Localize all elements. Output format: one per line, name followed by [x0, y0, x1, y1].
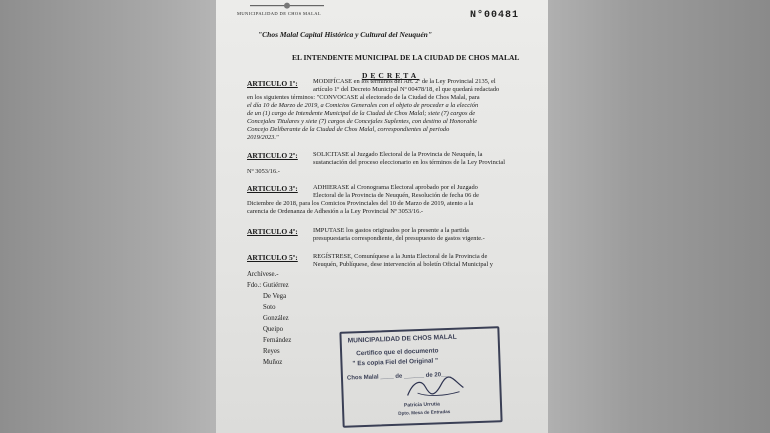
signer-name: Gutiérrez: [263, 282, 289, 289]
article-1-line: de un (1) cargo de Intendente Municipal de la Ciudad de Chos Malal; siete (7) cargos de: [247, 110, 476, 117]
stamp-line: Patricia Urrutia: [403, 401, 440, 409]
background-right: [540, 0, 770, 433]
signer-name: Fernández: [263, 337, 292, 344]
article-5-line: Neuquén, Publíquese, dese intervención al boletín Oficial Municipal y: [313, 261, 493, 268]
article-3-line: carencia de Ordenanza de Adhesión a la Ley Provincial Nº 3053/16.-: [247, 208, 424, 215]
article-5-label: ARTICULO 5º:: [247, 253, 298, 262]
article-1-line: Concejales Titulares y siete (7) cargos de Concejales Suplentes, con destino al Honorable: [247, 118, 478, 125]
article-1-line: 2019/2023.": [247, 134, 279, 141]
stamp-line: " Es copia Fiel del Original ": [352, 357, 439, 368]
article-1-label: ARTICULO 1º:: [247, 79, 298, 88]
article-3-label: ARTICULO 3º:: [247, 184, 298, 193]
article-2-line: Nº 3053/16.-: [247, 168, 280, 175]
article-1-line: en los siguientes términos: "CONVOCASE al electorado de la Ciudad de Chos Malal, para: [247, 94, 480, 101]
signer-name: De Vega: [263, 293, 287, 300]
signer-name: Muñoz: [263, 359, 283, 366]
signer-name: Soto: [263, 304, 276, 311]
municipal-logo-icon: [250, 2, 324, 10]
article-1-line: el día 10 de Marzo de 2019, a Comicios Generales con el objeto de proceder a la elección: [247, 102, 479, 109]
archive-text: Archívese.-: [247, 271, 279, 278]
article-3-line: ADHIERASE al Cronograma Electoral aprobado por el Juzgado: [313, 184, 478, 191]
article-4-line: IMPUTASE los gastos originados por la presente a la partida: [313, 227, 469, 234]
article-3-line: Diciembre de 2018, para los Comicios Provinciales del 10 de Marzo de 2019, atento a la: [247, 200, 474, 207]
article-2-label: ARTICULO 2º:: [247, 151, 298, 160]
motto: "Chos Malal Capital Histórica y Cultural del Neuquén": [258, 30, 432, 39]
article-1-line: Concejo Deliberante de la Ciudad de Chos Malal, correspondientes al periodo: [247, 126, 450, 133]
signer-name: Queipo: [263, 326, 284, 333]
stamp-line: Dpto. Mesa de Entradas: [398, 409, 451, 416]
page-title: EL INTENDENTE MUNICIPAL DE LA CIUDAD DE CHOS MALAL: [292, 53, 520, 62]
stamp-line: MUNICIPALIDAD DE CHOS MALAL: [347, 333, 457, 345]
fdo-label: Fdo.:: [247, 282, 262, 289]
article-3-line: Electoral de la Provincia de Neuquén, Resolución de fecha 06 de: [313, 192, 479, 199]
article-2-line: sustanciación del proceso eleccionario en los términos de la Ley Provincial: [313, 159, 506, 166]
signer-name: González: [263, 315, 289, 322]
stamp-line: Chos Malal ____ de ______ de 20___: [346, 371, 452, 382]
article-1-line: artículo 1º del Decreto Municipal Nº 00478/18, el que quedará redactado: [313, 86, 500, 93]
certification-stamp: [339, 326, 502, 428]
article-1-line: MODIFÍCASE en los términos del Art. 2º de la Ley Provincial 2135, el: [313, 78, 496, 85]
decreta-heading: DECRETA: [362, 71, 420, 80]
header-org-name: MUNICIPALIDAD DE CHOS MALAL: [237, 11, 322, 16]
signer-name: Reyes: [263, 348, 280, 355]
stamp-line: Certifico que el documento: [356, 347, 439, 358]
article-4-line: presupuestaria correspondiente, del presupuesto de gastos vigente.-: [313, 235, 485, 242]
article-5-line: REGÍSTRESE, Comuníquese a la Junta Electoral de la Provincia de: [313, 253, 488, 260]
background-left: [0, 0, 222, 433]
signature-icon: [403, 375, 468, 401]
article-4-label: ARTICULO 4º:: [247, 227, 298, 236]
document-number: N°00481: [470, 10, 520, 21]
article-2-line: SOLICITASE al Juzgado Electoral de la Provincia de Neuquén, la: [313, 151, 483, 158]
